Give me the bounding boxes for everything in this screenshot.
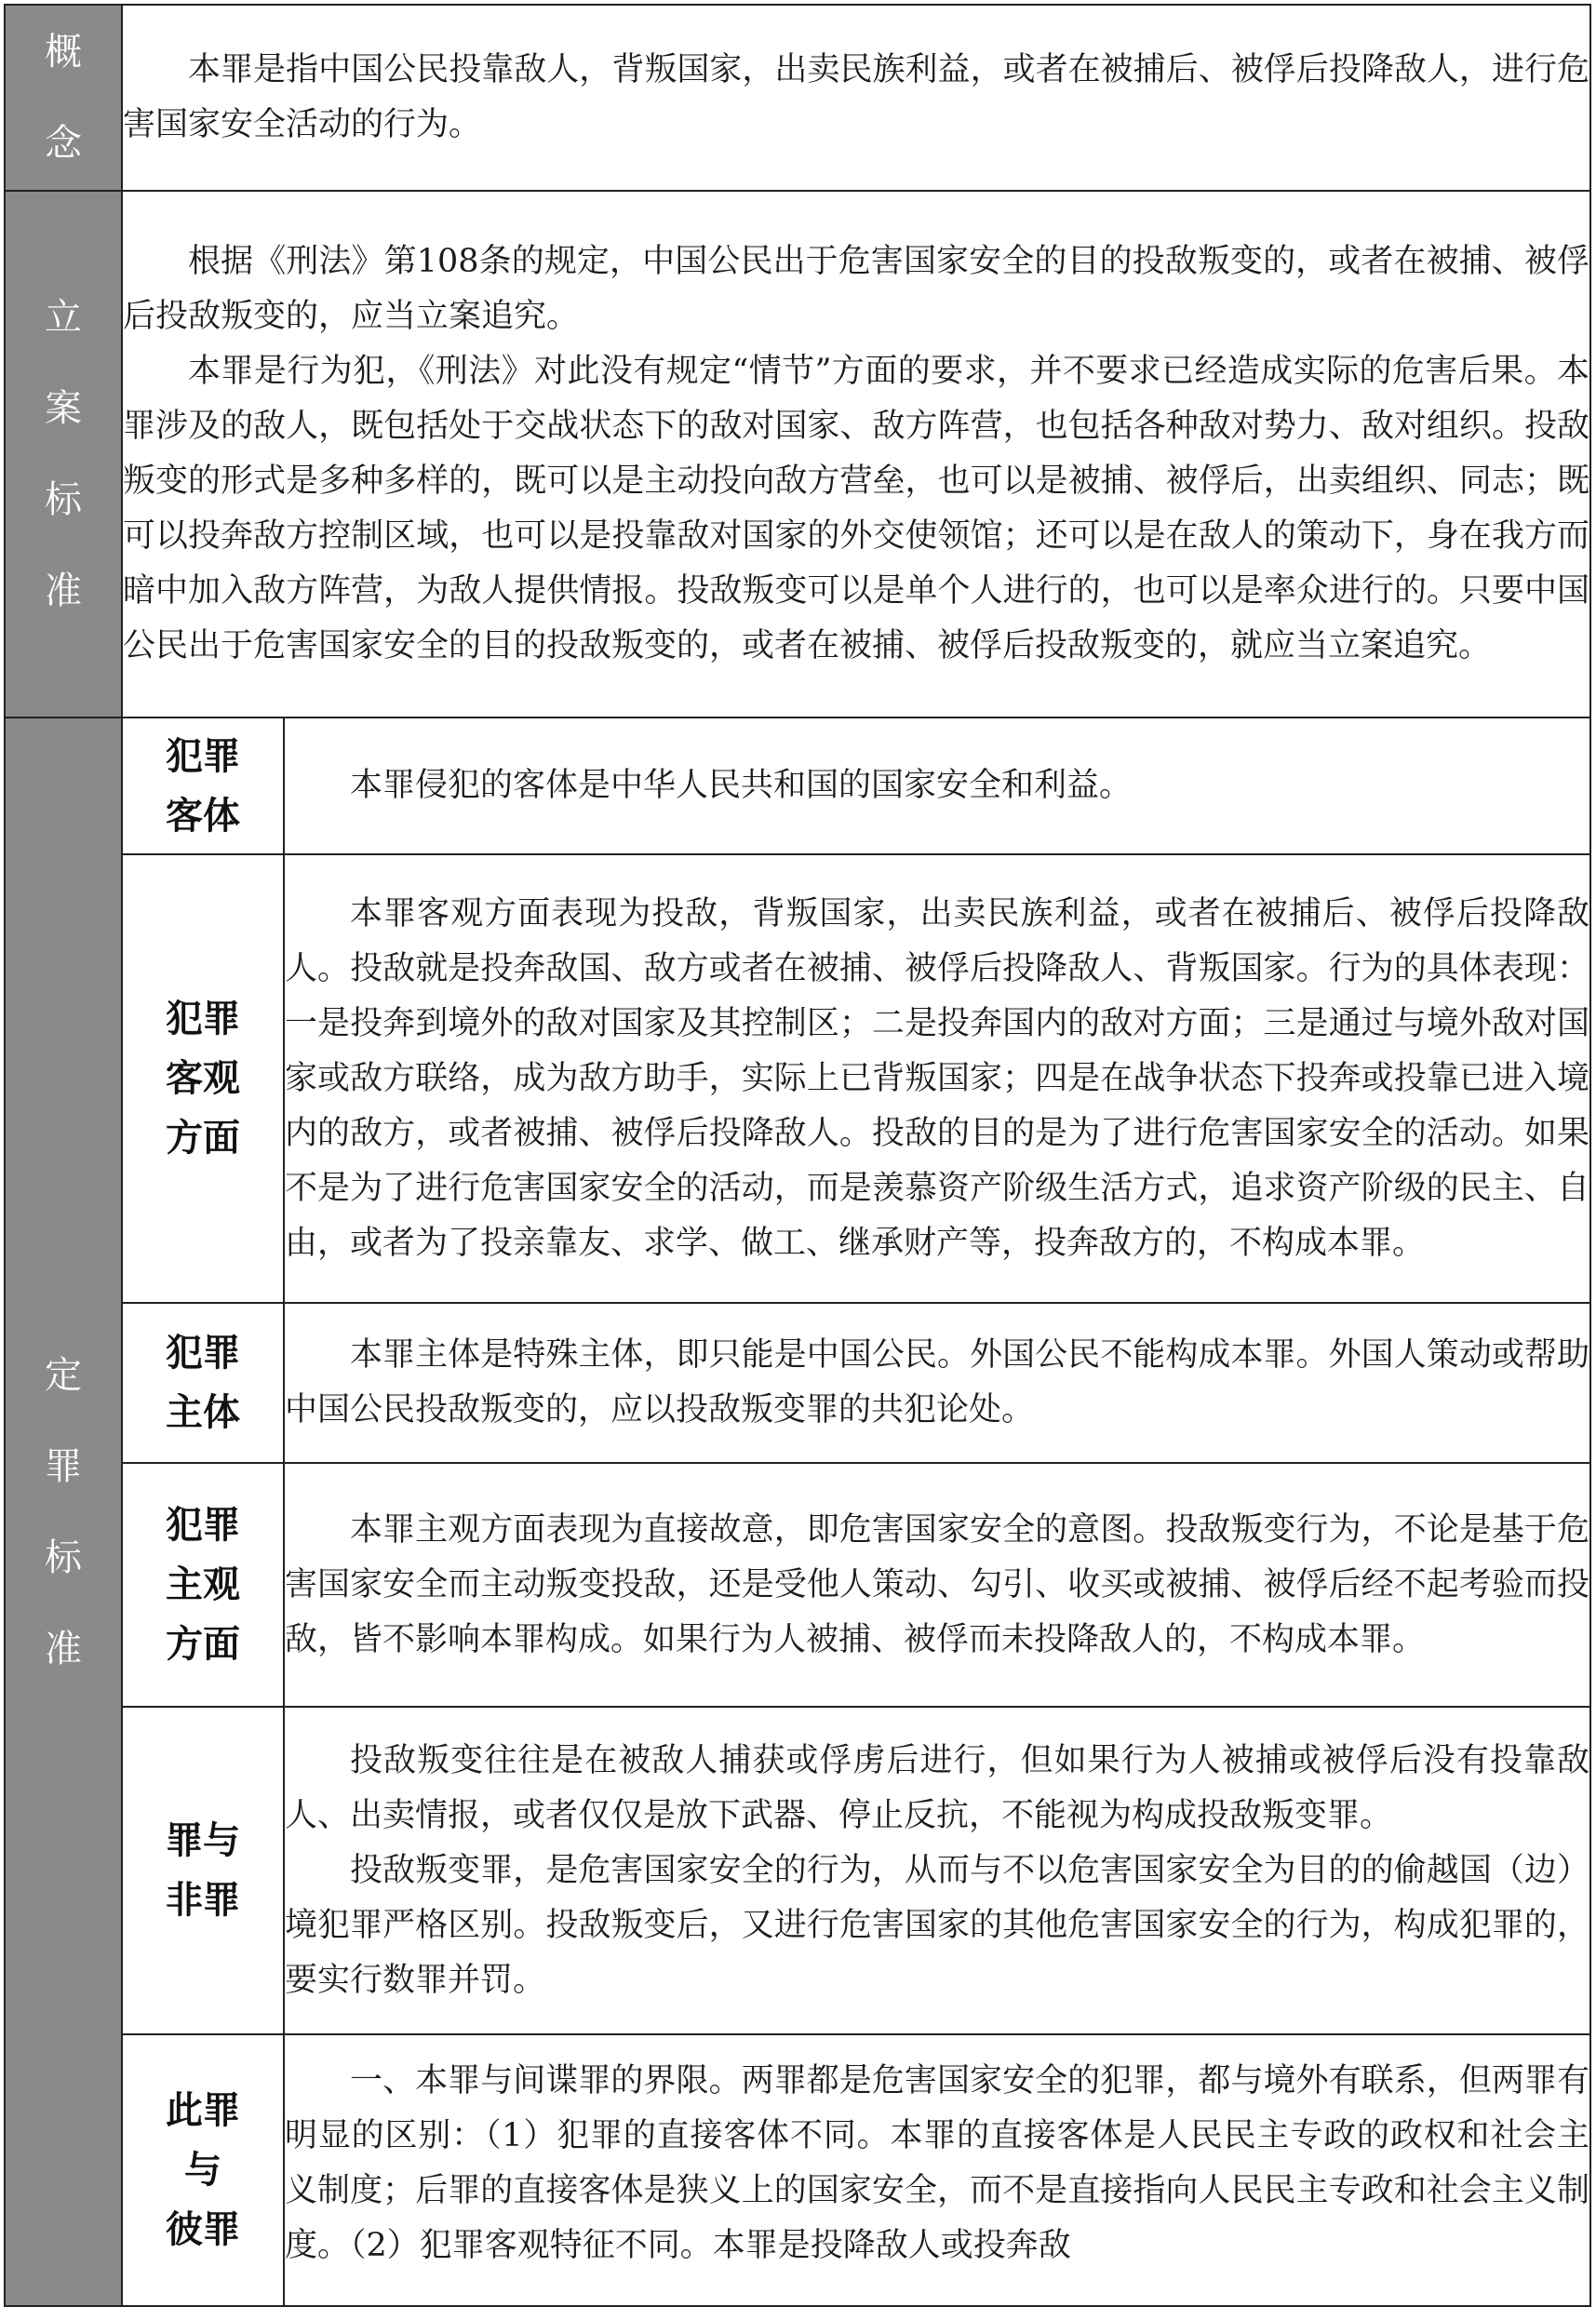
row-this-vs-other-crime: [5, 2034, 1590, 2306]
paragraph: 投敌叛变往往是在被敌人捕获或俘虏后进行，但如果行为人被捕或被俘后没有投靠敌人、出卖情报，或者仅仅是放下武器、停止反抗，不能视为构成投敌叛变罪。: [285, 1741, 1589, 1834]
sub-label-objective-aspect: 犯罪 客观 方面: [122, 854, 284, 1303]
crime-subject-text: [284, 1303, 1590, 1463]
subjective-aspect-text: [284, 1463, 1590, 1707]
concept-text: [122, 5, 1590, 191]
section-label-filing: 立 案 标 准: [5, 191, 122, 718]
paragraph: 本罪侵犯的客体是中华人民共和国的国家安全和利益。: [350, 767, 1133, 804]
paragraph: 一、本罪与间谍罪的界限。两罪都是危害国家安全的犯罪，都与境外有联系，但两罪有明显的区别：（1）犯罪的直接客体不同。本罪的直接客体是人民民主专政的政权和社会主义制度；后罪的直接客体是狭义上的国家安全，而不是直接指向人民民主专政和社会主义制度。（2）犯罪客观特征不同。本罪是投降敌人或投奔敌: [285, 2062, 1589, 2264]
this-vs-other-crime-text: [284, 2034, 1590, 2306]
crime-vs-noncrime-text: [284, 1707, 1590, 2034]
sub-label-crime-vs-noncrime: 罪与 非罪: [122, 1707, 284, 2034]
row-filing-standard: [5, 191, 1590, 718]
paragraph: 根据《刑法》第108条的规定，中国公民出于危害国家安全的目的投敌叛变的，或者在被捕、被俘后投敌叛变的，应当立案追究。: [123, 243, 1589, 335]
row-objective-aspect: [5, 854, 1590, 1303]
section-label-conviction: 定 罪 标 准: [5, 718, 122, 2306]
paragraph: 本罪主体是特殊主体，即只能是中国公民。外国公民不能构成本罪。外国人策动或帮助中国公民投敌叛变的，应以投敌叛变罪的共犯论处。: [285, 1336, 1589, 1428]
row-crime-vs-noncrime: [5, 1707, 1590, 2034]
row-concept: [5, 5, 1590, 191]
paragraph: 本罪是指中国公民投靠敌人，背叛国家，出卖民族利益，或者在被捕后、被俘后投降敌人，进行危害国家安全活动的行为。: [123, 51, 1589, 143]
sub-label-subjective-aspect: 犯罪 主观 方面: [122, 1463, 284, 1707]
row-subjective-aspect: [5, 1463, 1590, 1707]
objective-aspect-text: [284, 854, 1590, 1303]
row-crime-subject: [5, 1303, 1590, 1463]
row-crime-object: [5, 718, 1590, 854]
sub-label-crime-object: 犯罪 客体: [122, 718, 284, 854]
paragraph: 本罪客观方面表现为投敌，背叛国家，出卖民族利益，或者在被捕后、被俘后投降敌人。投敌就是投奔敌国、敌方或者在被捕、被俘后投降敌人、背叛国家。行为的具体表现：一是投奔到境外的敌对国家及其控制区；二是投奔国内的敌对方面；三是通过与境外敌对国家或敌方联络，成为敌方助手，实际上已背叛国家；四是在战争状态下投奔或投靠已进入境内的敌方，或者被捕、被俘后投降敌人。投敌的目的是为了进行危害国家安全的活动。如果不是为了进行危害国家安全的活动，而是羡慕资产阶级生活方式，追求资产阶级的民主、自由，或者为了投亲靠友、求学、做工、继承财产等，投奔敌方的，不构成本罪。: [285, 894, 1589, 1262]
filing-text: [122, 191, 1590, 718]
crime-object-text: [284, 718, 1590, 854]
sub-label-this-vs-other-crime: 此罪 与 彼罪: [122, 2034, 284, 2306]
sub-label-crime-subject: 犯罪 主体: [122, 1303, 284, 1463]
section-label-concept: 概 念: [5, 5, 122, 191]
paragraph: 本罪主观方面表现为直接故意，即危害国家安全的意图。投敌叛变行为，不论是基于危害国家安全而主动叛变投敌，还是受他人策动、勾引、收买或被捕、被俘后经不起考验而投敌，皆不影响本罪构成。如果行为人被捕、被俘而未投降敌人的，不构成本罪。: [285, 1510, 1589, 1658]
law-table: [4, 4, 1591, 2307]
paragraph: 投敌叛变罪，是危害国家安全的行为，从而与不以危害国家安全为目的的偷越国（边）境犯罪严格区别。投敌叛变后，又进行危害国家的其他危害国家安全的行为，构成犯罪的，要实行数罪并罚。: [285, 1851, 1589, 1999]
paragraph: 本罪是行为犯，《刑法》对此没有规定“情节”方面的要求，并不要求已经造成实际的危害后果。本罪涉及的敌人，既包括处于交战状态下的敌对国家、敌方阵营，也包括各种敌对势力、敌对组织。投敌叛变的形式是多种多样的，既可以是主动投向敌方营垒，也可以是被捕、被俘后，出卖组织、同志；既可以投奔敌方控制区域，也可以是投靠敌对国家的外交使领馆；还可以是在敌人的策动下，身在我方而暗中加入敌方阵营，为敌人提供情报。投敌叛变可以是单个人进行的，也可以是率众进行的。只要中国公民出于危害国家安全的目的投敌叛变的，或者在被捕、被俘后投敌叛变的，就应当立案追究。: [123, 353, 1589, 664]
